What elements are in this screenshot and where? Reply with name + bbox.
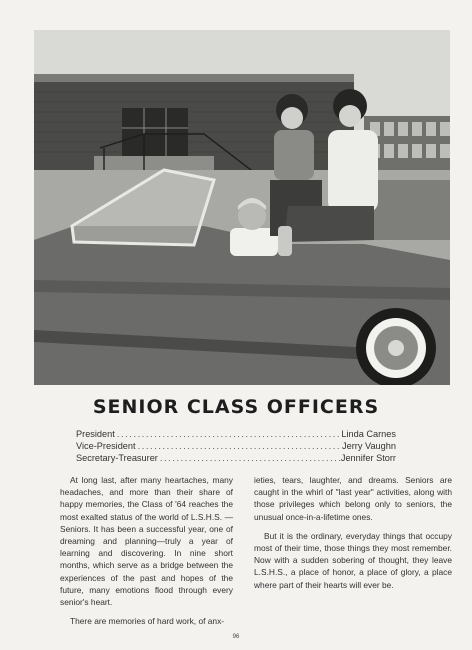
page-number: 96	[232, 634, 240, 640]
body-paragraph: ieties, tears, laughter, and dreams. Seniors are caught in the whirl of "last year" activities, along with those privileges which belong only to seniors, the unusual once-in-a-lifetime ones.	[254, 475, 452, 522]
dot-leader	[158, 453, 341, 463]
officer-row-secretary-treasurer	[76, 453, 396, 465]
photo-illustration	[34, 30, 450, 385]
officer-role: Secretary-Treasurer	[76, 453, 158, 463]
officer-name: Linda Carnes	[341, 429, 396, 439]
class-officers-photo	[34, 30, 450, 385]
dot-leader	[115, 429, 342, 439]
officer-row-president	[76, 429, 396, 441]
body-paragraph: But it is the ordinary, everyday things that occupy most of their time, those things they most remember. Now with a sudden sobering of thought, they leave L.S.H.S., a place of honor, a place of glory, a place where part of their hearts will ever be.	[254, 530, 452, 590]
officer-role: Vice-President	[76, 441, 136, 451]
page-title: SENIOR CLASS OFFICERS	[92, 396, 380, 418]
body-paragraph: At long last, after many heartaches, many headaches, and more than their share of happy memories, the Class of '64 reaches the most exalted status of the world of L.S.H.S. —Seniors. It has been a successful year, one of dreaming and planning—truly a year of learning and discovering. In nine short months, which serve as a bridge between the experiences of the past and hopes of the future, many emotions flood through every senior's heart.	[60, 475, 233, 608]
dot-leader	[136, 441, 342, 451]
officers-list	[76, 429, 396, 465]
officer-row-vice-president	[76, 441, 396, 453]
body-paragraph: There are memories of hard work, of anx-	[70, 616, 225, 627]
body-column-left	[60, 474, 233, 634]
body-column-right	[254, 474, 452, 598]
officer-name: Jennifer Storr	[340, 453, 396, 463]
officer-role: President	[76, 429, 115, 439]
officer-name: Jerry Vaughn	[342, 441, 396, 451]
